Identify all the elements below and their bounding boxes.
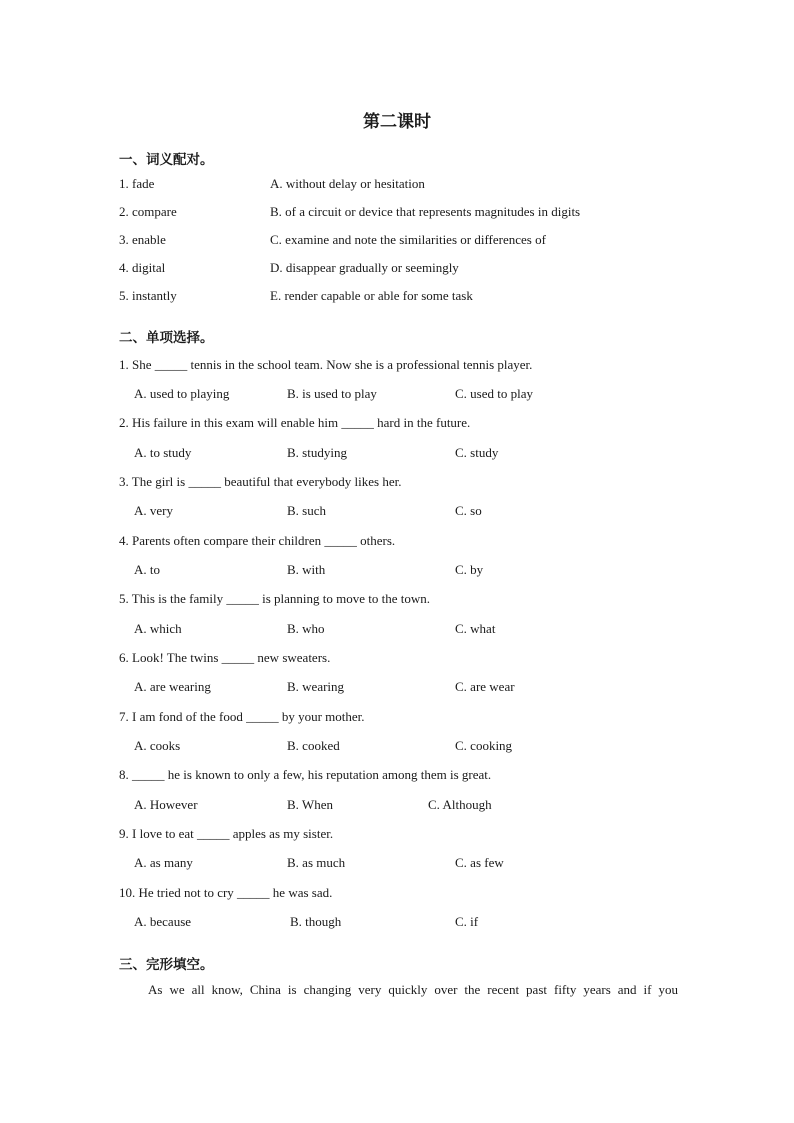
match-definition: A. without delay or hesitation	[270, 176, 425, 191]
option-c: C. if	[455, 914, 479, 929]
option-b: B. with	[287, 562, 326, 577]
option-b: B. wearing	[287, 679, 345, 694]
question-text: 9. I love to eat _____ apples as my sister.	[119, 826, 334, 841]
section-heading-matching: 一、词义配对。	[119, 152, 214, 168]
option-c: C. by	[455, 562, 484, 577]
option-b: B. though	[290, 914, 342, 929]
match-definition: D. disappear gradually or seemingly	[270, 260, 459, 275]
question-text: 1. She _____ tennis in the school team. Now she is a professional tennis player.	[119, 357, 533, 372]
section-heading-multiple-choice: 二、单项选择。	[119, 330, 214, 346]
option-b: B. studying	[287, 445, 347, 460]
question-text: 7. I am fond of the food _____ by your mother.	[119, 709, 365, 724]
option-b: B. is used to play	[287, 386, 377, 401]
match-definition: E. render capable or able for some task	[270, 288, 473, 303]
match-definition: B. of a circuit or device that represents magnitudes in digits	[270, 204, 581, 219]
option-c: C. are wear	[455, 679, 515, 694]
option-a: A. are wearing	[134, 679, 211, 694]
page-title: 第二课时	[363, 112, 431, 132]
option-a: A. which	[134, 621, 182, 636]
option-a: A. However	[134, 797, 198, 812]
match-word: 2. compare	[119, 204, 177, 219]
option-a: A. to	[134, 562, 160, 577]
question-text: 3. The girl is _____ beautiful that everybody likes her.	[119, 474, 402, 489]
option-a: A. because	[134, 914, 192, 929]
option-c: C. used to play	[455, 386, 533, 401]
section-heading-cloze: 三、完形填空。	[119, 957, 214, 973]
option-a: A. used to playing	[134, 386, 230, 401]
option-a: A. very	[134, 503, 173, 518]
question-text: 2. His failure in this exam will enable him _____ hard in the future.	[119, 415, 471, 430]
question-text: 8. _____ he is known to only a few, his reputation among them is great.	[119, 767, 492, 782]
cloze-paragraph: As we all know, China is changing very quickly over the recent past fifty years and if you	[148, 982, 678, 997]
option-c: C. what	[455, 621, 496, 636]
match-word: 5. instantly	[119, 288, 177, 303]
option-c: C. cooking	[455, 738, 513, 753]
option-b: B. When	[287, 797, 333, 812]
match-definition: C. examine and note the similarities or differences of	[270, 232, 546, 247]
option-c: C. as few	[455, 855, 504, 870]
question-text: 5. This is the family _____ is planning to move to the town.	[119, 591, 431, 606]
option-b: B. who	[287, 621, 325, 636]
option-c: C. Although	[428, 797, 492, 812]
option-b: B. as much	[287, 855, 346, 870]
option-a: A. to study	[134, 445, 192, 460]
option-a: A. as many	[134, 855, 193, 870]
question-text: 10. He tried not to cry _____ he was sad.	[119, 885, 333, 900]
question-text: 6. Look! The twins _____ new sweaters.	[119, 650, 331, 665]
option-a: A. cooks	[134, 738, 181, 753]
option-c: C. so	[455, 503, 482, 518]
match-word: 1. fade	[119, 176, 155, 191]
match-word: 4. digital	[119, 260, 166, 275]
option-b: B. cooked	[287, 738, 340, 753]
option-b: B. such	[287, 503, 326, 518]
match-word: 3. enable	[119, 232, 166, 247]
question-text: 4. Parents often compare their children _____ others.	[119, 533, 396, 548]
option-c: C. study	[455, 445, 499, 460]
